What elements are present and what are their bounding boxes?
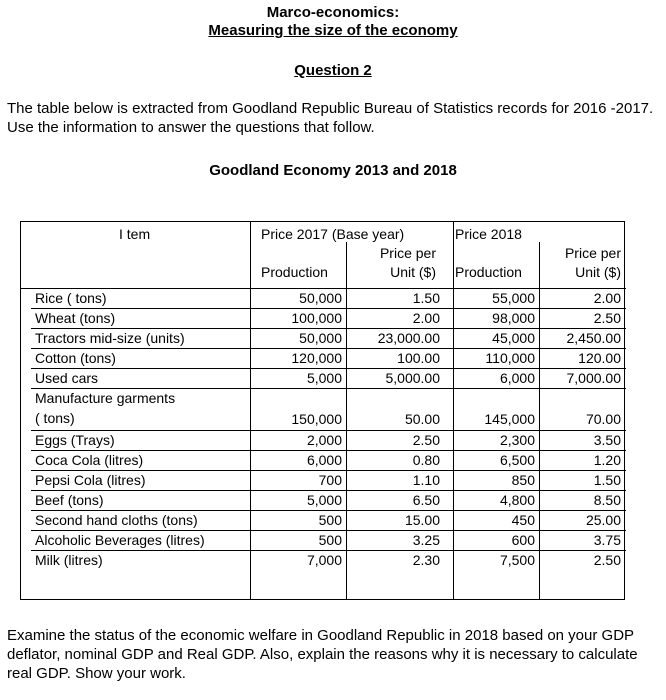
row-item-label: Tractors mid-size (units) [35,330,185,346]
intro-paragraph: The table below is extracted from Goodland Republic Bureau of Statistics records for 2016 -2017. Use the information to answer the questions that follow. [7,100,654,136]
cell-production-2018: 600 [511,532,535,548]
data-table [20,221,625,600]
row-item-label: Milk (litres) [35,552,103,568]
col-divider [346,242,347,599]
cell-price-2017: 1.10 [412,472,440,488]
cell-production-2018: 4,800 [499,492,535,508]
cell-production-2017: 2,000 [306,432,342,448]
cell-price-2018: 2.50 [593,552,621,568]
cell-production-2018: 110,000 [485,350,535,366]
cell-price-2018: 2.00 [593,290,621,306]
cell-production-2017: 120,000 [291,350,342,366]
cell-price-2018: 3.75 [593,532,621,548]
row-item-label: Wheat (tons) [35,310,116,326]
cell-production-2018: 145,000 [484,411,535,427]
row-divider [31,490,626,491]
col-divider [539,242,540,599]
cell-production-2018: 850 [511,472,535,488]
row-item-label: Pepsi Cola (litres) [35,472,146,488]
cell-price-2018: 1.50 [593,472,621,488]
cell-price-2018: 7,000.00 [566,370,621,386]
row-item-label: Rice ( tons) [35,290,107,306]
cell-production-2017: 6,000 [306,452,342,468]
cell-production-2017: 700 [318,472,342,488]
production-header-2018: Production [455,264,522,280]
item-header: I tem [119,226,151,242]
cell-production-2017: 50,000 [299,330,342,346]
row-divider [31,530,626,531]
price-header-2017-line1: Price per [379,245,436,261]
row-divider [31,470,626,471]
closing-paragraph: Examine the status of the economic welfare in Goodland Republic in 2018 based on your GDP deflator, nominal GDP and Real GDP. Also, explain the reasons why it is necessary to calculate real GDP. Show your work. [7,627,638,682]
row-divider [31,388,626,389]
row-divider [31,510,626,511]
cell-production-2017: 150,000 [291,411,342,427]
row-item-label: Eggs (Trays) [35,432,115,448]
cell-price-2018: 2,450.00 [566,330,621,346]
price-header-2018-line2: Unit ($) [575,264,621,280]
col-divider [453,222,454,599]
cell-production-2018: 98,000 [492,310,535,326]
cell-production-2017: 100,000 [291,310,342,326]
col-divider [250,222,251,599]
cell-price-2018: 3.50 [593,432,621,448]
cell-production-2017: 50,000 [299,290,342,306]
document-title: Marco-economics: [266,4,400,21]
cell-price-2017: 2.00 [412,310,440,326]
row-item-label: Beef (tons) [35,492,104,508]
cell-price-2018: 70.00 [585,411,621,427]
cell-price-2017: 6.50 [412,492,440,508]
price-header-2017-line2: Unit ($) [390,264,436,280]
cell-production-2018: 6,000 [499,370,535,386]
cell-price-2017: 23,000.00 [377,330,440,346]
row-divider [31,348,626,349]
production-header-2017: Production [261,264,328,280]
cell-price-2017: 50.00 [404,411,440,427]
row-item-label: Alcoholic Beverages (litres) [35,532,205,548]
row-divider [31,368,626,369]
row-item-label: Second hand cloths (tons) [35,512,198,528]
cell-production-2017: 7,000 [306,552,342,568]
cell-production-2018: 2,300 [499,432,535,448]
cell-production-2018: 55,000 [492,290,535,306]
row-item-label: Manufacture garments [35,390,176,406]
row-divider [31,450,626,451]
cell-production-2018: 6,500 [499,452,535,468]
price-header-2018-line1: Price per [564,245,621,261]
row-item-label-cont: ( tons) [35,410,75,426]
cell-production-2018: 45,000 [492,330,535,346]
table-title: Goodland Economy 2013 and 2018 [209,162,457,179]
row-item-label: Coca Cola (litres) [35,452,144,468]
cell-price-2017: 0.80 [412,452,440,468]
cell-price-2018: 120.00 [578,350,621,366]
group-header-2018: Price 2018 [455,226,522,242]
cell-price-2017: 1.50 [412,290,440,306]
document-subtitle: Measuring the size of the economy [208,22,458,39]
row-divider [31,430,626,431]
header-divider [21,288,626,289]
group-header-2017: Price 2017 (Base year) [261,226,405,242]
row-divider [31,308,626,309]
cell-price-2017: 100.00 [397,350,440,366]
cell-production-2017: 500 [318,512,342,528]
cell-production-2017: 500 [318,532,342,548]
cell-production-2017: 5,000 [306,370,342,386]
cell-price-2018: 1.20 [593,452,621,468]
row-divider [31,550,626,551]
cell-price-2017: 3.25 [412,532,440,548]
cell-price-2017: 5,000.00 [385,370,440,386]
cell-price-2017: 15.00 [404,512,440,528]
cell-price-2018: 2.50 [593,310,621,326]
row-item-label: Cotton (tons) [35,350,116,366]
cell-production-2017: 5,000 [306,492,342,508]
cell-price-2018: 25.00 [585,512,621,528]
cell-price-2017: 2.50 [412,432,440,448]
question-heading: Question 2 [294,62,372,79]
cell-production-2018: 450 [511,512,535,528]
row-divider [31,328,626,329]
cell-production-2018: 7,500 [499,552,535,568]
cell-price-2018: 8.50 [593,492,621,508]
cell-price-2017: 2.30 [412,552,440,568]
row-item-label: Used cars [35,370,99,386]
